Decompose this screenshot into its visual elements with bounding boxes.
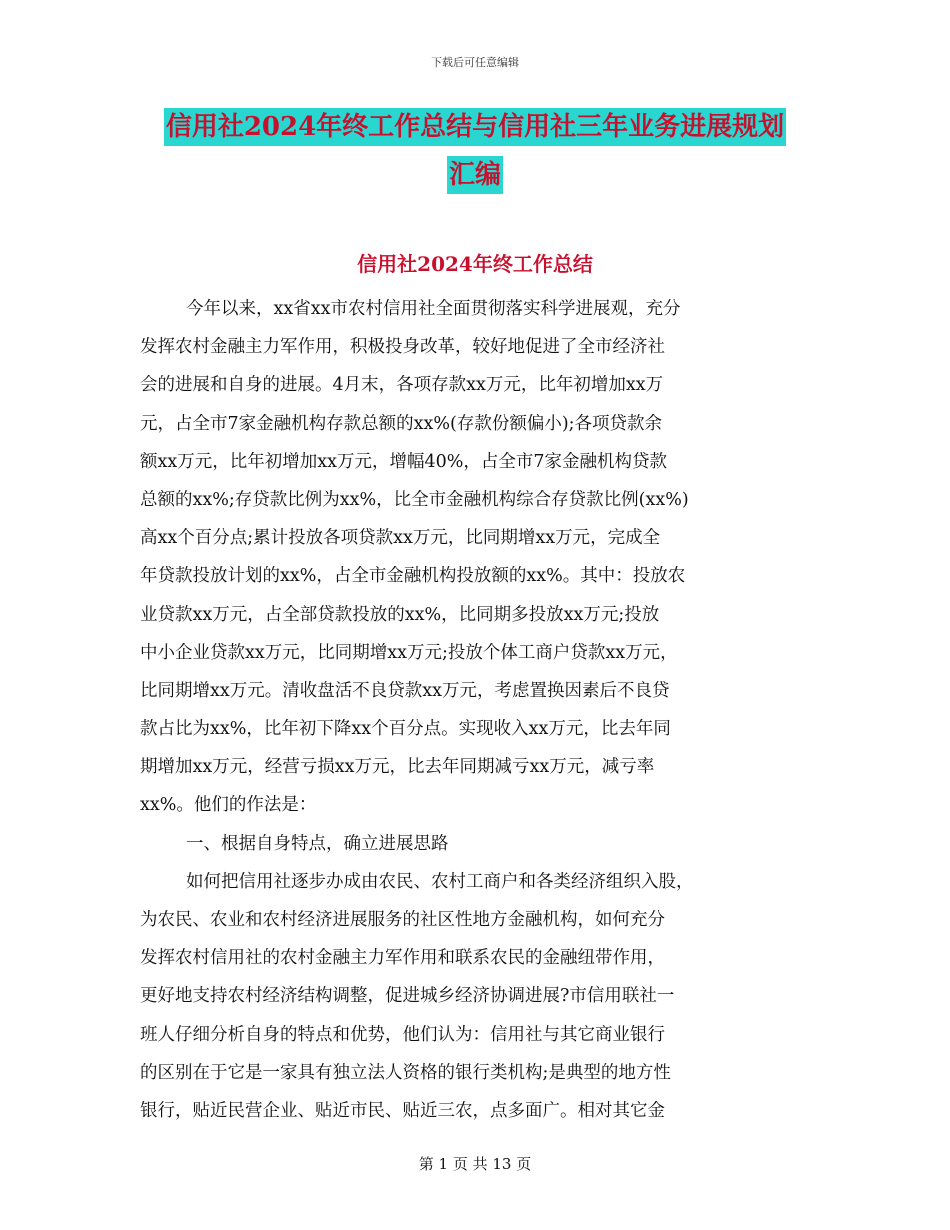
section-heading: 一、根据自身特点，确立进展思路 (186, 833, 449, 854)
header-note: 下载后可任意编辑 (431, 56, 519, 69)
paragraph-line: 为农民、农业和农村经济进展服务的社区性地方金融机构，如何充分 (140, 910, 665, 930)
page-footer: 第 1 页 共 13 页 (418, 1155, 532, 1173)
paragraph-line: 总额的xx%;存贷款比例为xx%，比全市金融机构综合存贷款比例(xx%) (140, 489, 689, 510)
paragraph-line: 比同期增xx万元。清收盘活不良贷款xx万元，考虑置换因素后不良贷 (140, 680, 670, 701)
paragraph-line: 更好地支持农村经济结构调整，促进城乡经济协调进展?市信用联社一 (140, 986, 675, 1007)
body-text (140, 290, 820, 1130)
paragraph-line: 期增加xx万元，经营亏损xx万元，比去年同期减亏xx万元，减亏率 (140, 757, 655, 778)
paragraph-line: 年贷款投放计划的xx%，占全市金融机构投放额的xx%。其中：投放农 (140, 566, 686, 587)
document-title-line-2: 汇编 (447, 156, 503, 194)
paragraph-line: 中小企业贷款xx万元，比同期增xx万元;投放个体工商户贷款xx万元， (140, 642, 678, 663)
section-title: 信用社2024年终工作总结 (357, 252, 593, 276)
paragraph-line: 款占比为xx%，比年初下降xx个百分点。实现收入xx万元，比去年同 (140, 719, 671, 740)
paragraph-line: 发挥农村金融主力军作用，积极投身改革，较好地促进了全市经济社 (140, 337, 665, 358)
document-title-line-1: 信用社2024年终工作总结与信用社三年业务进展规划 (164, 108, 786, 146)
paragraph-line: 高xx个百分点;累计投放各项贷款xx万元，比同期增xx万元，完成全 (140, 528, 661, 549)
paragraph-line: 今年以来，xx省xx市农村信用社全面贯彻落实科学进展观，充分 (186, 299, 681, 319)
paragraph-line: 班人仔细分析自身的特点和优势，他们认为：信用社与其它商业银行 (140, 1024, 665, 1045)
paragraph-line: 的区别在于它是一家具有独立法人资格的银行类机构;是典型的地方性 (140, 1062, 671, 1083)
paragraph-line: 银行，贴近民营企业、贴近市民、贴近三农，点多面广。相对其它金 (140, 1100, 665, 1121)
paragraph-line: 元，占全市7家金融机构存款总额的xx%(存款份额偏小);各项贷款余 (140, 413, 663, 434)
paragraph-line: 如何把信用社逐步办成由农民、农村工商户和各类经济组织入股， (186, 871, 694, 892)
paragraph-line: 会的进展和自身的进展。4月末，各项存款xx万元，比年初增加xx万 (140, 375, 664, 396)
paragraph-line: 业贷款xx万元，占全部贷款投放的xx%，比同期多投放xx万元;投放 (140, 604, 660, 625)
paragraph-line: 发挥农村信用社的农村金融主力军作用和联系农民的金融纽带作用， (140, 948, 665, 969)
document-title (120, 108, 830, 194)
paragraph-line: xx%。他们的作法是： (140, 795, 317, 816)
paragraph-line: 额xx万元，比年初增加xx万元，增幅40%，占全市7家金融机构贷款 (140, 451, 668, 472)
